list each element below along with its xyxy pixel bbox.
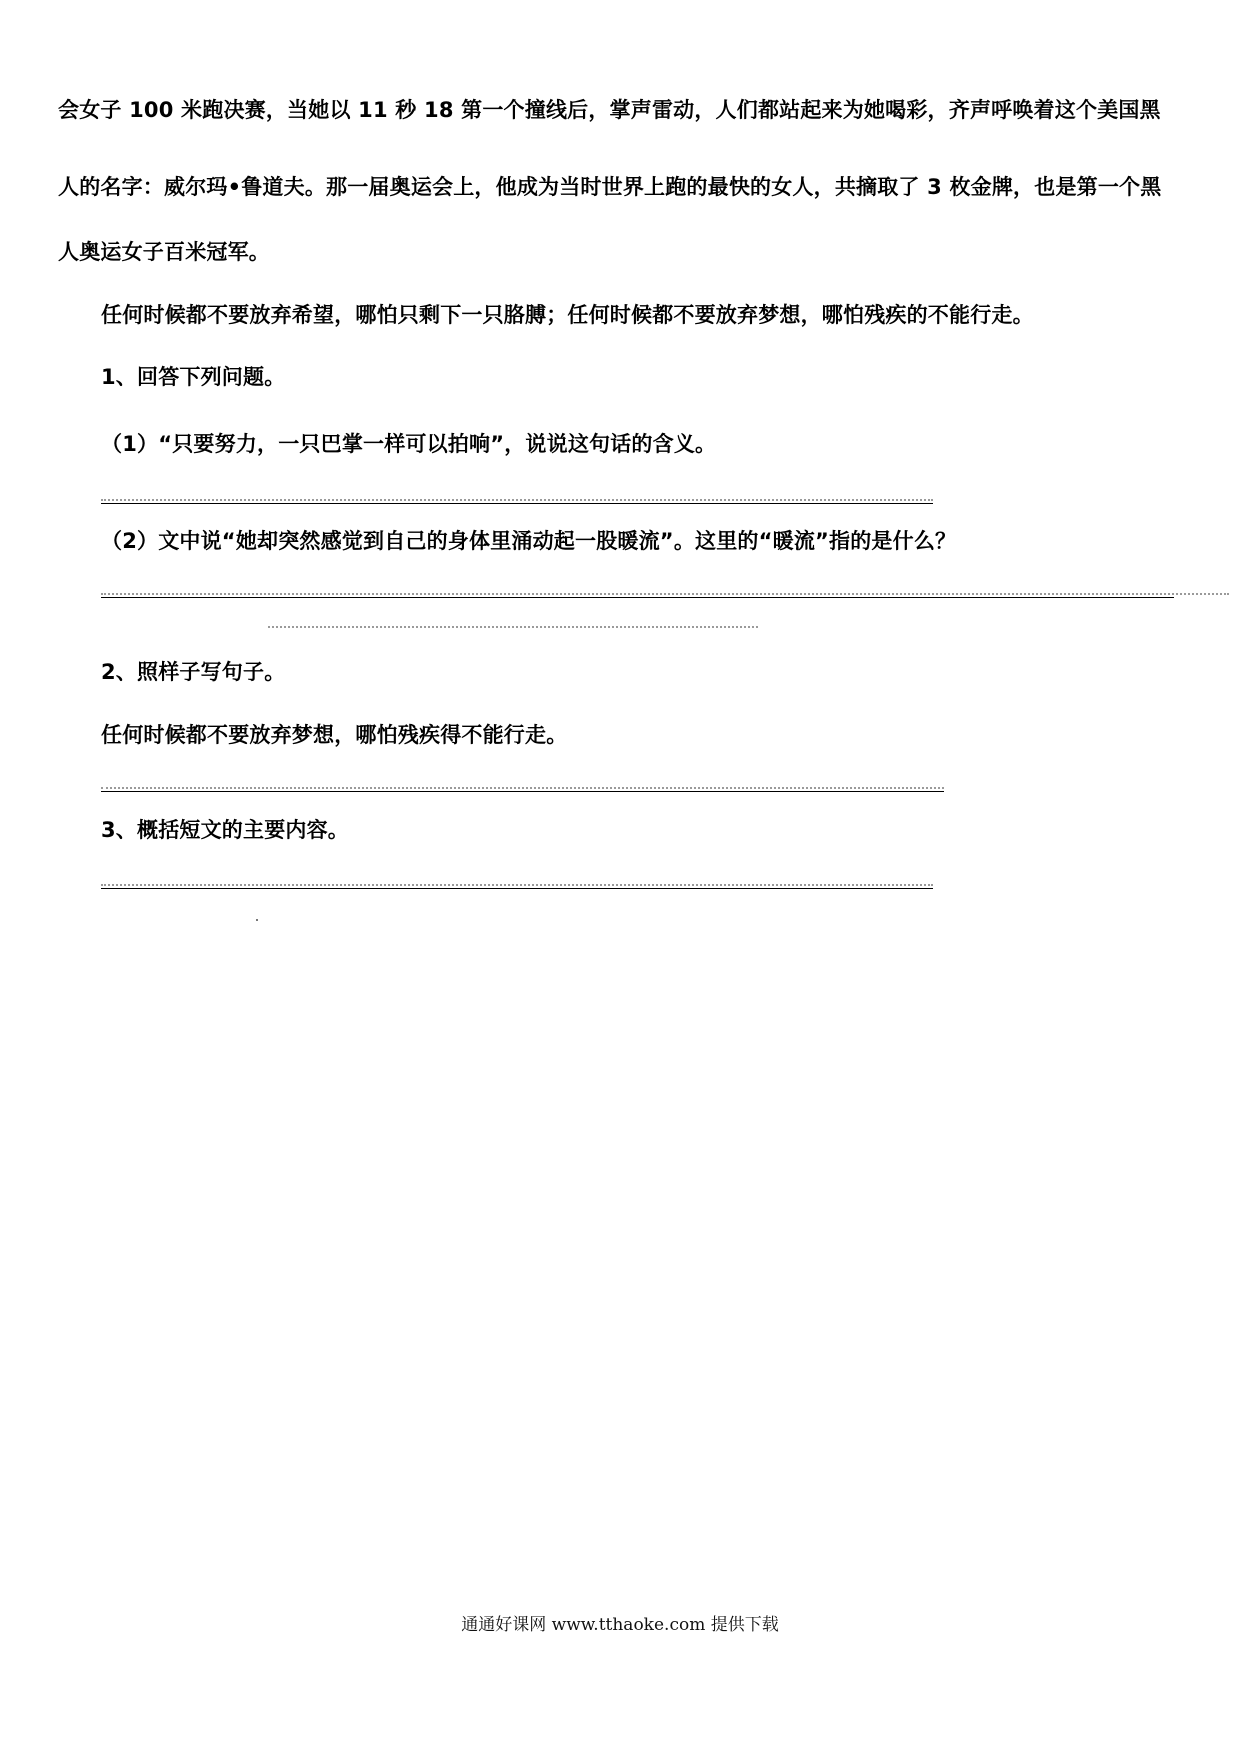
answer-line-1-2[interactable] xyxy=(101,597,1174,598)
passage-conclusion: 任何时候都不要放弃希望，哪怕只剩下一只胳膊；任何时候都不要放弃梦想，哪怕残疾的不能行走。 xyxy=(101,303,1034,327)
question-1-1: （1）“只要努力，一只巴掌一样可以拍响”，说说这句话的含义。 xyxy=(101,432,717,456)
answer-line-2[interactable] xyxy=(101,791,944,792)
answer-line-1-1[interactable] xyxy=(101,503,933,504)
question-2-title: 2、照样子写句子。 xyxy=(101,660,286,684)
answer-dots-continuation xyxy=(268,626,758,628)
answer-dots xyxy=(101,499,933,501)
footer-text: 通通好课网 www.tthaoke.com 提供下载 xyxy=(461,1615,779,1635)
answer-dots xyxy=(101,593,1229,595)
question-1-2: （2）文中说“她却突然感觉到自己的身体里涌动起一股暖流”。这里的“暖流”指的是什么？ xyxy=(101,529,957,553)
speck xyxy=(256,919,258,921)
question-2-example: 任何时候都不要放弃梦想，哪怕残疾得不能行走。 xyxy=(101,723,568,747)
passage-line-2: 人的名字：威尔玛•鲁道夫。那一届奥运会上，他成为当时世界上跑的最快的女人，共摘取了 3 枚金牌，也是第一个黑 xyxy=(58,175,1162,199)
question-3-title: 3、概括短文的主要内容。 xyxy=(101,818,350,842)
passage-line-3: 人奥运女子百米冠军。 xyxy=(58,240,270,264)
answer-dots xyxy=(101,884,933,886)
answer-line-3[interactable] xyxy=(101,888,933,889)
passage-line-1: 会女子 100 米跑决赛，当她以 11 秒 18 第一个撞线后，掌声雷动，人们都站起来为她喝彩，齐声呼唤着这个美国黑 xyxy=(58,98,1161,122)
question-1-title: 1、回答下列问题。 xyxy=(101,365,286,389)
answer-dots xyxy=(101,787,944,789)
